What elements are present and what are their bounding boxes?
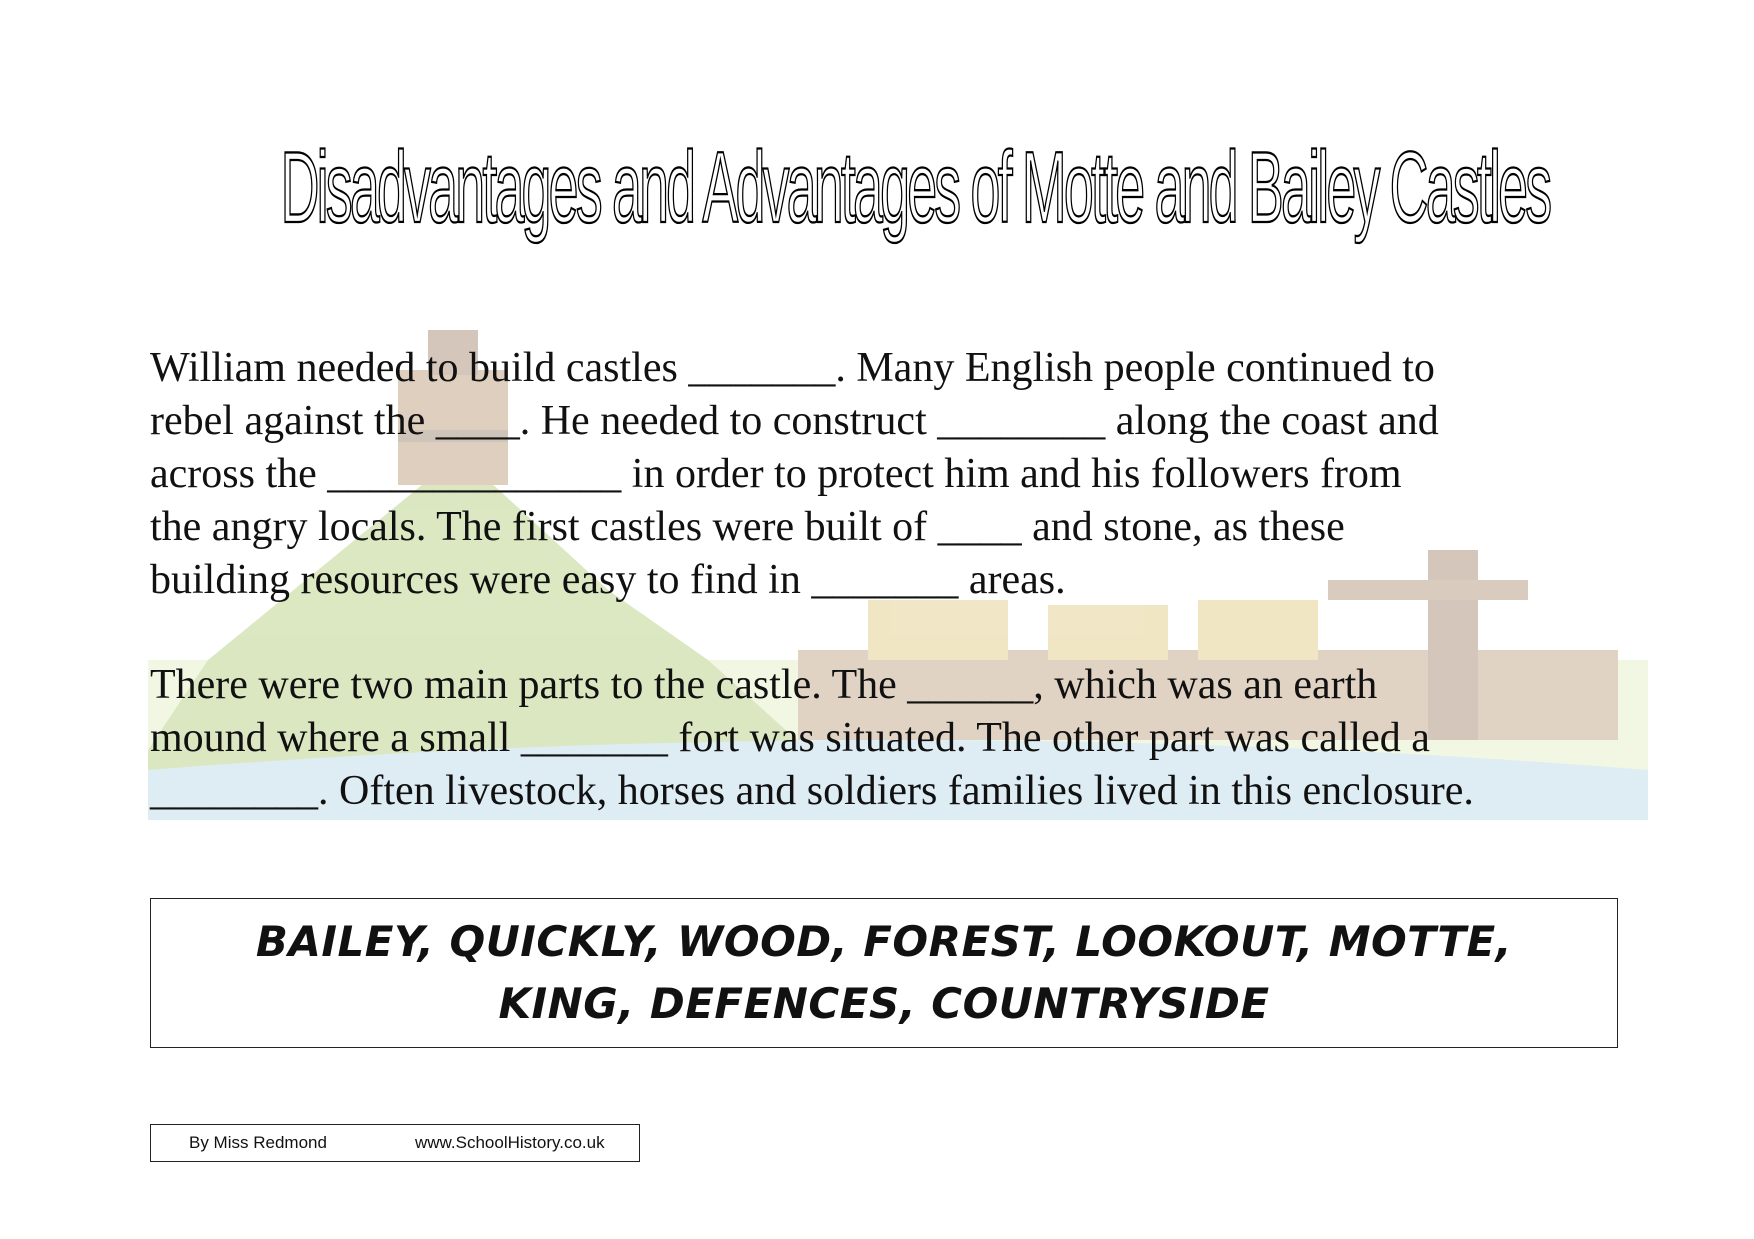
paragraph-1-line: William needed to build castles _______. Many English people continued to bbox=[150, 345, 1435, 391]
paragraph-2-line: mound where a small _______ fort was situated. The other part was called a bbox=[150, 715, 1430, 761]
footer-credits bbox=[150, 1124, 640, 1162]
paragraph-1 bbox=[150, 342, 1620, 607]
paragraph-1-line: rebel against the ____. He needed to construct ________ along the coast and bbox=[150, 398, 1439, 444]
paragraph-2-line: ________. Often livestock, horses and soldiers families lived in this enclosure. bbox=[150, 768, 1474, 814]
website-credit: www.SchoolHistory.co.uk bbox=[415, 1133, 605, 1152]
word-bank-line: BAILEY, QUICKLY, WOOD, FOREST, LOOKOUT, MOTTE, bbox=[255, 917, 1513, 966]
word-bank-line: KING, DEFENCES, COUNTRYSIDE bbox=[498, 979, 1270, 1028]
paragraph-2-line: There were two main parts to the castle. The ______, which was an earth bbox=[150, 662, 1378, 708]
worksheet-title: Disadvantages and Advantages of Motte and Bailey Castles bbox=[280, 131, 1550, 244]
paragraph-2 bbox=[150, 659, 1620, 818]
word-bank-box bbox=[150, 898, 1618, 1048]
paragraph-1-line: building resources were easy to find in _______ areas. bbox=[150, 557, 1066, 603]
paragraph-1-line: the angry locals. The first castles were built of ____ and stone, as these bbox=[150, 504, 1345, 550]
author-credit: By Miss Redmond bbox=[189, 1133, 327, 1152]
paragraph-1-line: across the ______________ in order to protect him and his followers from bbox=[150, 451, 1402, 497]
